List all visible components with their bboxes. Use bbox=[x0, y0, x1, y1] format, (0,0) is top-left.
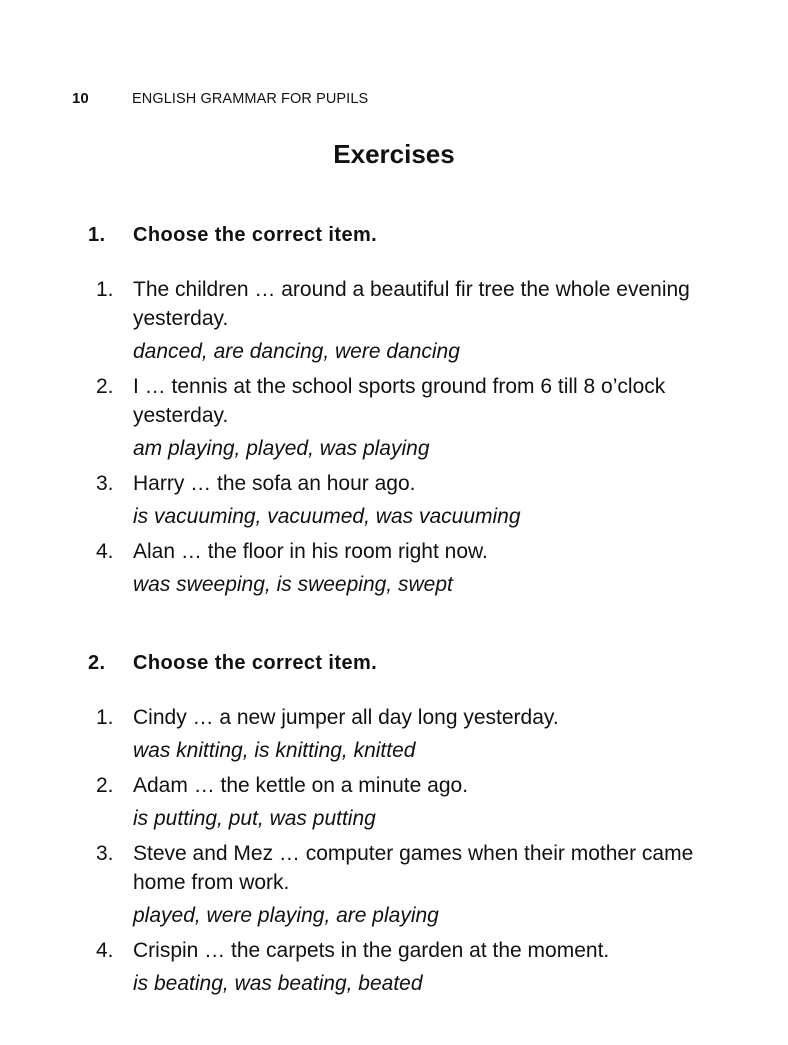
item-sentence: Crispin … the carpets in the garden at the moment. bbox=[133, 939, 610, 962]
item-number: 3. bbox=[96, 842, 114, 865]
exercise-item bbox=[88, 936, 728, 998]
item-number: 3. bbox=[96, 472, 114, 495]
exercise-2 bbox=[88, 649, 728, 1004]
item-options: played, were playing, are playing bbox=[133, 904, 439, 927]
item-number: 1. bbox=[96, 706, 114, 729]
item-sentence: Adam … the kettle on a minute ago. bbox=[133, 774, 469, 797]
exercise-number: 1. bbox=[88, 224, 106, 246]
item-number: 4. bbox=[96, 939, 114, 962]
item-options: danced, are dancing, were dancing bbox=[133, 340, 460, 363]
item-options: is putting, put, was putting bbox=[133, 807, 376, 830]
item-sentence: Alan … the floor in his room right now. bbox=[133, 540, 488, 563]
exercise-1 bbox=[88, 221, 728, 605]
item-options: was sweeping, is sweeping, swept bbox=[133, 573, 453, 596]
item-options: was knitting, is knitting, knitted bbox=[133, 739, 416, 762]
exercise-item bbox=[88, 537, 728, 599]
exercise-item bbox=[88, 703, 728, 765]
item-sentence: Harry … the sofa an hour ago. bbox=[133, 472, 416, 495]
page-header bbox=[72, 90, 368, 107]
item-number: 1. bbox=[96, 278, 114, 301]
exercise-item bbox=[88, 372, 728, 463]
exercise-item bbox=[88, 275, 728, 366]
item-options: is beating, was beating, beated bbox=[133, 972, 423, 995]
exercise-item bbox=[88, 839, 728, 930]
item-sentence: The children … around a beautiful fir tree the whole evening yesterday. bbox=[133, 278, 690, 330]
item-options: is vacuuming, vacuumed, was vacuuming bbox=[133, 505, 521, 528]
exercise-instruction: Choose the correct item. bbox=[133, 652, 378, 674]
exercise-item bbox=[88, 771, 728, 833]
item-number: 4. bbox=[96, 540, 114, 563]
running-title: ENGLISH GRAMMAR FOR PUPILS bbox=[132, 91, 369, 107]
page-title: Exercises bbox=[333, 139, 455, 169]
exercise-item bbox=[88, 469, 728, 531]
exercise-instruction: Choose the correct item. bbox=[133, 224, 378, 246]
item-sentence: I … tennis at the school sports ground from 6 till 8 o’clock yesterday. bbox=[133, 375, 666, 427]
page-number: 10 bbox=[72, 90, 89, 107]
item-number: 2. bbox=[96, 774, 114, 797]
item-sentence: Cindy … a new jumper all day long yesterday. bbox=[133, 706, 559, 729]
item-sentence: Steve and Mez … computer games when their mother came home from work. bbox=[133, 842, 694, 894]
item-number: 2. bbox=[96, 375, 114, 398]
exercise-heading bbox=[88, 649, 728, 677]
item-options: am playing, played, was playing bbox=[133, 437, 430, 460]
exercise-heading bbox=[88, 221, 728, 249]
exercise-number: 2. bbox=[88, 652, 106, 674]
